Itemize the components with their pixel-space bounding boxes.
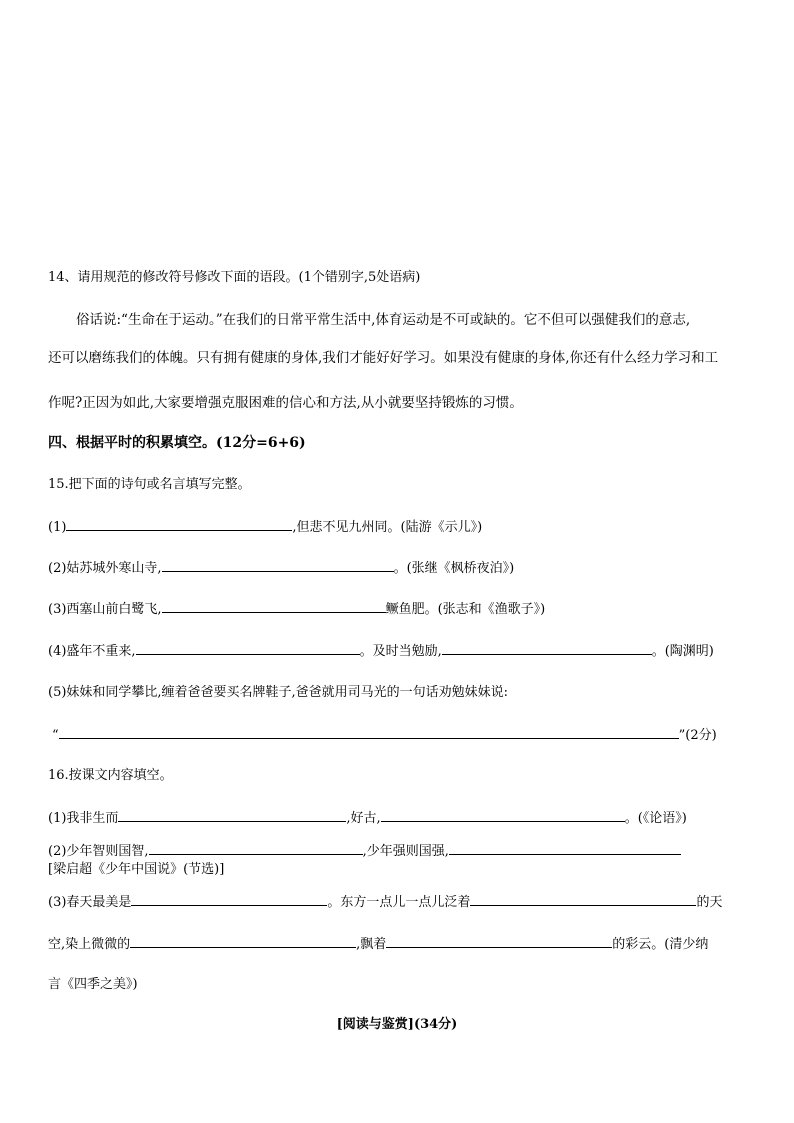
q16-item-3-line-1	[48, 893, 722, 912]
q15-item-2	[48, 559, 514, 578]
q15-item-5-close-quote: ”(2分)	[678, 728, 717, 743]
q15-item-2-suffix: 。(张继《枫桥夜泊》)	[393, 561, 515, 576]
q14-paragraph-line-2: 还可以磨练我们的体魄。只有拥有健康的身体,我们才能好好学习。如果没有健康的身体,你还有什么经力学习和工	[48, 350, 719, 366]
q16-item-3-middle: 。东方一点儿一点儿泛着	[327, 895, 471, 910]
q16-item-3-line-3: 言《四季之美》)	[48, 977, 138, 992]
q15-item-3-blank[interactable]	[162, 600, 386, 613]
q15-item-4-blank-2[interactable]	[442, 642, 652, 655]
q16-item-2-middle: ,少年强则国强,	[362, 844, 449, 859]
q15-item-3	[48, 600, 545, 619]
q16-item-3-suffix: 的天	[696, 895, 723, 910]
q15-item-3-prefix: (3)西塞山前白鹭飞,	[48, 602, 162, 617]
q15-item-4-middle: 。及时当勉励,	[359, 644, 442, 659]
q15-item-2-blank[interactable]	[162, 559, 394, 572]
q15-title: 15.把下面的诗句或名言填写完整。	[48, 477, 251, 492]
q16-item-2-prefix: (2)少年智则国智,	[48, 844, 149, 859]
q15-item-3-suffix: 鳜鱼肥。(张志和《渔歌子》)	[385, 602, 546, 617]
q16-item-1-blank-2[interactable]	[381, 809, 625, 822]
q14-paragraph-line-1: 俗话说:“生命在于运动。”在我们的日常平常生活中,体育运动是不可或缺的。它不但可以强健我们的意志,	[76, 312, 691, 328]
q15-item-5-blank[interactable]	[59, 726, 679, 739]
q15-item-1-suffix: ,但悲不见九州同。(陆游《示儿》)	[292, 520, 483, 535]
q14-paragraph-line-3: 作呢?正因为如此,大家要增强克服困难的信心和方法,从小就要坚持锻炼的习惯。	[48, 395, 523, 411]
q16-item-2-source: [梁启超《少年中国说》(节选)]	[48, 862, 225, 877]
q16-item-1-blank-1[interactable]	[118, 809, 346, 822]
q16-item-3-blank-2[interactable]	[470, 893, 696, 906]
q14-title: 14、请用规范的修改符号修改下面的语段。(1个错别字,5处语病)	[48, 270, 421, 285]
q16-item-3-line-2-suffix: 的彩云。(清少纳	[612, 937, 709, 952]
q15-item-4	[48, 642, 714, 661]
q16-item-3-prefix: (3)春天最美是	[48, 895, 132, 910]
q16-item-3-blank-3[interactable]	[130, 935, 356, 948]
q15-item-5-open-quote: “	[52, 728, 59, 743]
section-4-heading: 四、根据平时的积累填空。(12分=6+6)	[48, 435, 306, 451]
q15-item-4-suffix: 。(陶渊明)	[651, 644, 714, 659]
q16-item-1	[48, 809, 687, 828]
q16-title: 16.按课文内容填空。	[48, 768, 173, 783]
q15-item-1	[48, 518, 482, 537]
q15-item-4-prefix: (4)盛年不重来,	[48, 644, 136, 659]
q16-item-1-middle: ,好古,	[346, 811, 381, 826]
q15-item-2-prefix: (2)姑苏城外寒山寺,	[48, 561, 162, 576]
q15-item-4-blank-1[interactable]	[136, 642, 360, 655]
q16-item-2-blank-1[interactable]	[149, 842, 363, 855]
q16-item-1-prefix: (1)我非生而	[48, 811, 119, 826]
q16-item-2	[48, 842, 681, 861]
q15-item-5-quote	[52, 726, 717, 745]
q15-item-1-blank[interactable]	[66, 518, 292, 531]
q16-item-2-blank-2[interactable]	[449, 842, 681, 855]
q16-item-1-suffix: 。(《论语》)	[624, 811, 687, 826]
q16-item-3-blank-4[interactable]	[386, 935, 612, 948]
q16-item-3-line-2	[48, 935, 708, 954]
q15-item-1-prefix: (1)	[48, 520, 67, 535]
q15-item-5: (5)妹妹和同学攀比,缠着爸爸要买名牌鞋子,爸爸就用司马光的一句话劝勉妹妹说:	[48, 685, 509, 700]
q16-item-3-blank-1[interactable]	[131, 893, 327, 906]
q16-item-3-line-2-middle: ,飘着	[356, 937, 387, 952]
q16-item-3-line-2-prefix: 空,染上微微的	[48, 937, 131, 952]
reading-section-heading: [阅读与鉴赏](34分)	[336, 1017, 458, 1032]
